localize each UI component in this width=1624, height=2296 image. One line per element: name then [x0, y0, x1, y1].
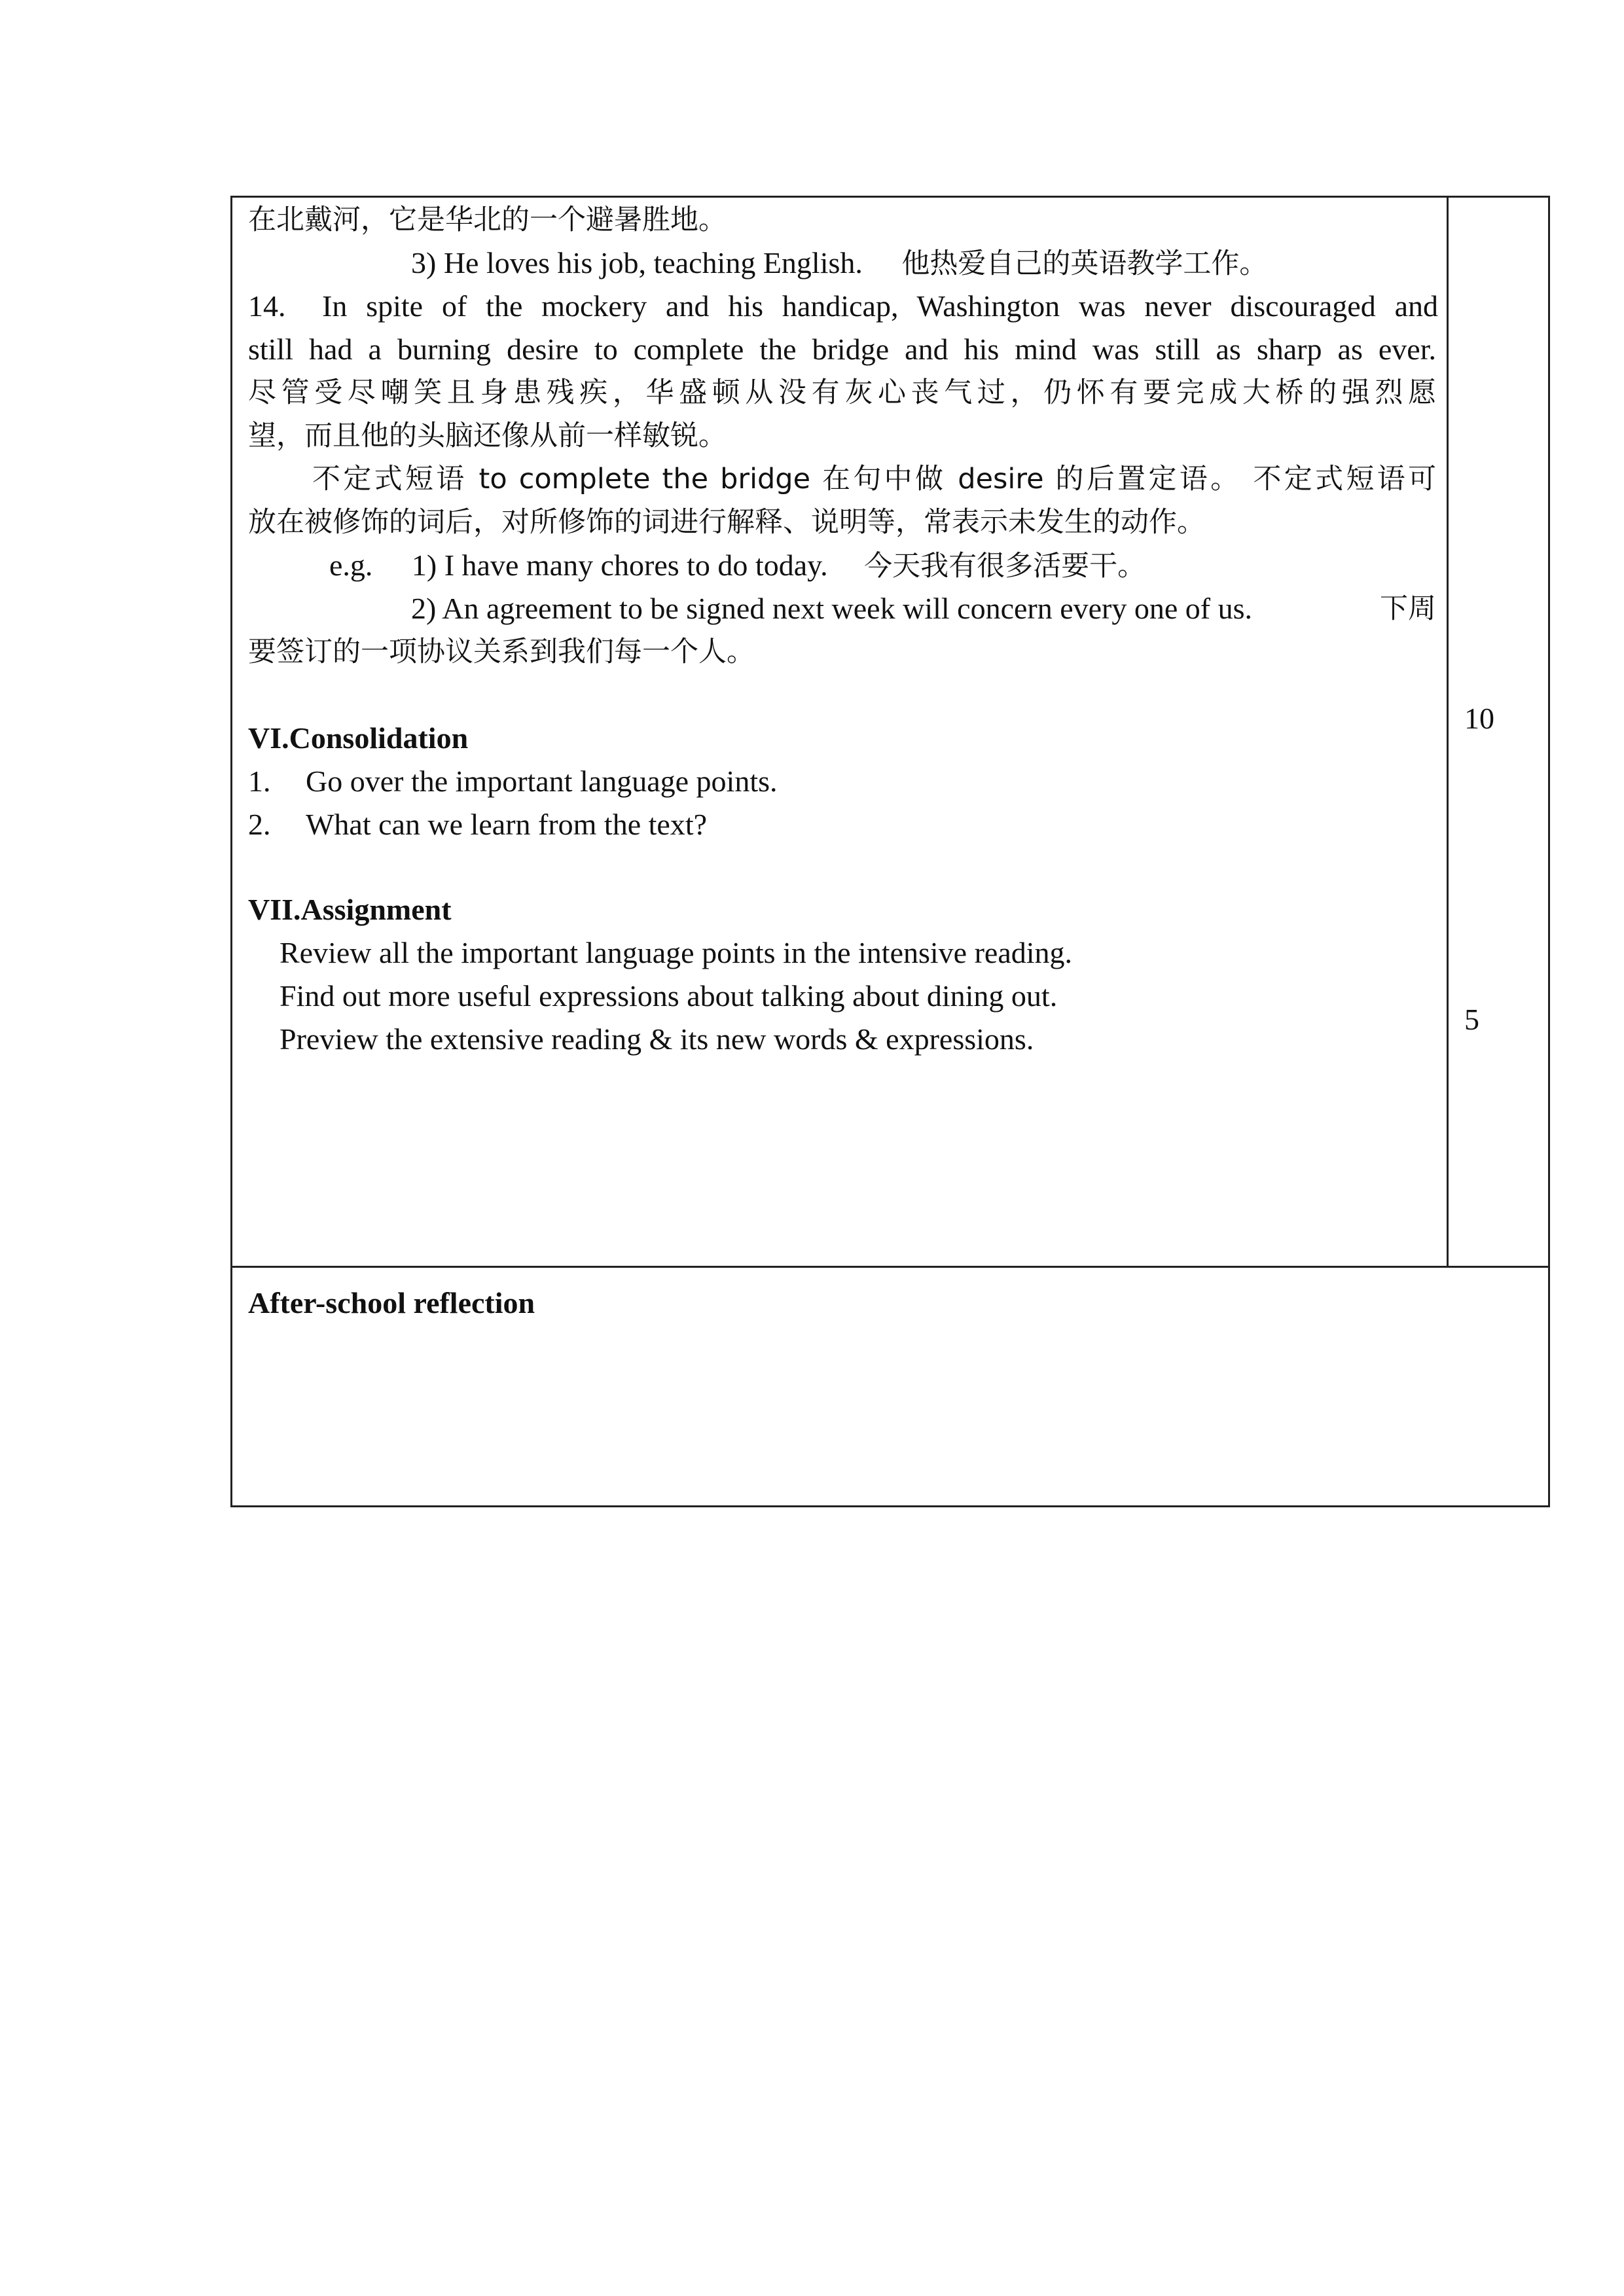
- consolidation-time: 10: [1464, 702, 1494, 735]
- assignment-item-2: Find out more useful expressions about talking about dining out.: [280, 979, 1058, 1013]
- note-line-1: 不定式短语 to complete the bridge 在句中做 desire 的后置定语。 不定式短语可: [312, 463, 1436, 495]
- reflection-cell: [232, 1266, 1548, 1505]
- point-14-en-line-2: still had a burning desire to complete the bridge and his mind was still as sharp as ever.: [248, 332, 1436, 366]
- point-14-line-1: [248, 287, 1438, 326]
- point-14-number: 14.: [248, 289, 286, 323]
- time-cell: [1449, 198, 1548, 1266]
- example-3-zh: 他热爱自己的英语教学工作。: [901, 247, 1268, 280]
- eg-1-en: 1) I have many chores to do today.: [411, 548, 828, 582]
- note-line-2: 放在被修饰的词后，对所修饰的词进行解释、说明等，常表示未发生的动作。: [248, 506, 1205, 539]
- example-3-en: 3) He loves his job, teaching English.: [411, 246, 863, 279]
- eg-1-zh: 今天我有很多活要干。: [864, 550, 1146, 583]
- consolidation-item-2-number: 2.: [248, 808, 271, 841]
- assignment-heading: VII.Assignment: [248, 893, 452, 926]
- point-14-zh-line-1: 尽管受尽嘲笑且身患残疾，华盛顿从没有灰心丧气过，仍怀有要完成大桥的强烈愿: [248, 376, 1436, 409]
- consolidation-item-1-text: Go over the important language points.: [306, 764, 778, 798]
- eg-1: [329, 546, 1146, 586]
- point-14-en-line-1: In spite of the mockery and his handicap, Washington was never discouraged and: [322, 289, 1438, 323]
- consolidation-item-1-number: 1.: [248, 764, 271, 798]
- assignment-item-3: Preview the extensive reading & its new words & expressions.: [280, 1022, 1034, 1056]
- eg-2: [411, 589, 1436, 628]
- eg-2-zh-line-2: 要签订的一项协议关系到我们每一个人。: [248, 636, 755, 668]
- reflection-heading: After-school reflection: [248, 1286, 535, 1319]
- assignment-time: 5: [1464, 1003, 1479, 1036]
- eg-2-en: 2) An agreement to be signed next week will concern every one of us.: [411, 592, 1253, 625]
- lesson-content-cell: [232, 198, 1449, 1266]
- lesson-plan-table: [230, 196, 1550, 1507]
- eg-2-zh-tail: 下周: [1380, 592, 1436, 625]
- point-14-zh-line-2: 望，而且他的头脑还像从前一样敏锐。: [248, 420, 727, 452]
- eg-label: e.g.: [329, 548, 373, 582]
- continued-translation: 在北戴河，它是华北的一个避暑胜地。: [248, 204, 727, 236]
- consolidation-heading: VI.Consolidation: [248, 721, 469, 755]
- assignment-item-1: Review all the important language points in the intensive reading.: [280, 936, 1073, 969]
- example-3: [411, 243, 1267, 283]
- consolidation-item-2-text: What can we learn from the text?: [306, 808, 708, 841]
